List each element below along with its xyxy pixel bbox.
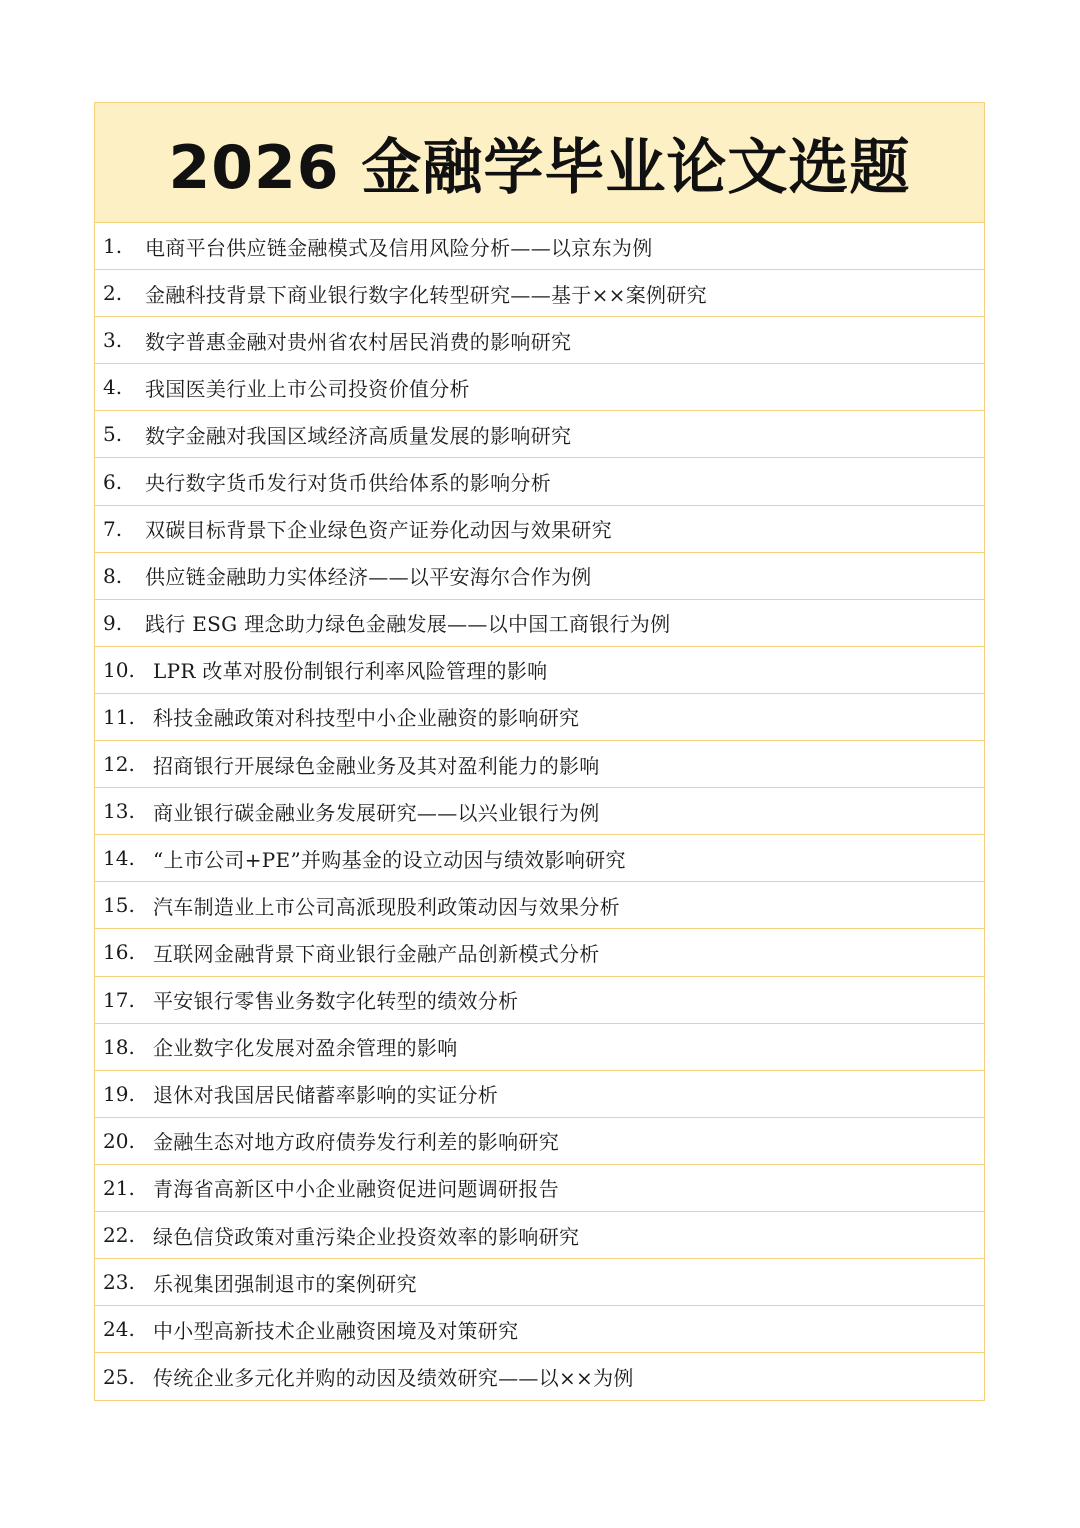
item-number: 7.	[103, 516, 123, 541]
item-title: 青海省高新区中小企业融资促进问题调研报告	[153, 1177, 559, 1202]
item-number: 23.	[103, 1270, 135, 1295]
topic-list	[95, 223, 984, 1400]
item-number: 19.	[103, 1081, 135, 1106]
item-title: 金融生态对地方政府债券发行利差的影响研究	[153, 1130, 559, 1155]
list-item	[95, 411, 984, 458]
item-number: 4.	[103, 375, 123, 400]
item-number: 11.	[103, 704, 135, 729]
item-title: 企业数字化发展对盈余管理的影响	[153, 1036, 458, 1061]
item-number: 5.	[103, 422, 123, 447]
list-item	[95, 1259, 984, 1306]
item-number: 13.	[103, 799, 135, 824]
item-number: 6.	[103, 469, 123, 494]
item-title: 电商平台供应链金融模式及信用风险分析——以京东为例	[145, 235, 653, 260]
topic-table	[94, 102, 985, 1401]
item-title: 平安银行零售业务数字化转型的绩效分析	[153, 989, 519, 1014]
item-number: 24.	[103, 1317, 135, 1342]
item-number: 2.	[103, 281, 123, 306]
list-item	[95, 882, 984, 929]
list-item	[95, 600, 984, 647]
list-item	[95, 458, 984, 505]
list-item	[95, 364, 984, 411]
item-number: 10.	[103, 657, 135, 682]
item-title: “上市公司+PE”并购基金的设立动因与绩效影响研究	[153, 847, 626, 872]
list-item	[95, 1353, 984, 1400]
list-item	[95, 977, 984, 1024]
item-title: 供应链金融助力实体经济——以平安海尔合作为例	[145, 565, 592, 590]
list-item	[95, 929, 984, 976]
list-item	[95, 694, 984, 741]
item-title: 互联网金融背景下商业银行金融产品创新模式分析	[153, 941, 600, 966]
item-title: 汽车制造业上市公司高派现股利政策动因与效果分析	[153, 894, 620, 919]
list-item	[95, 1071, 984, 1118]
list-item	[95, 506, 984, 553]
list-item	[95, 1212, 984, 1259]
item-number: 16.	[103, 940, 135, 965]
item-number: 22.	[103, 1223, 135, 1248]
item-number: 9.	[103, 610, 123, 635]
list-item	[95, 223, 984, 270]
item-title: 科技金融政策对科技型中小企业融资的影响研究	[153, 706, 580, 731]
list-item	[95, 1306, 984, 1353]
list-item	[95, 788, 984, 835]
item-title: LPR 改革对股份制银行利率风险管理的影响	[153, 659, 548, 684]
item-number: 21.	[103, 1175, 135, 1200]
page-title: 2026 金融学毕业论文选题	[168, 132, 911, 203]
item-title: 践行 ESG 理念助力绿色金融发展——以中国工商银行为例	[145, 612, 671, 637]
item-number: 18.	[103, 1034, 135, 1059]
item-title: 招商银行开展绿色金融业务及其对盈利能力的影响	[153, 753, 600, 778]
item-title: 数字普惠金融对贵州省农村居民消费的影响研究	[145, 329, 572, 354]
item-number: 8.	[103, 563, 123, 588]
list-item	[95, 270, 984, 317]
item-title: 乐视集团强制退市的案例研究	[153, 1271, 417, 1296]
item-number: 12.	[103, 752, 135, 777]
title-cell	[95, 103, 984, 223]
item-number: 1.	[103, 234, 123, 259]
list-item	[95, 1024, 984, 1071]
list-item	[95, 553, 984, 600]
item-number: 14.	[103, 846, 135, 871]
item-title: 中小型高新技术企业融资困境及对策研究	[153, 1318, 519, 1343]
item-number: 20.	[103, 1128, 135, 1153]
item-number: 25.	[103, 1364, 135, 1389]
item-title: 数字金融对我国区域经济高质量发展的影响研究	[145, 423, 572, 448]
list-item	[95, 741, 984, 788]
list-item	[95, 317, 984, 364]
list-item	[95, 1165, 984, 1212]
item-number: 15.	[103, 893, 135, 918]
item-title: 央行数字货币发行对货币供给体系的影响分析	[145, 471, 551, 496]
item-title: 退休对我国居民储蓄率影响的实证分析	[153, 1083, 499, 1108]
item-title: 金融科技背景下商业银行数字化转型研究——基于××案例研究	[145, 282, 707, 307]
item-title: 双碳目标背景下企业绿色资产证券化动因与效果研究	[145, 518, 612, 543]
item-number: 3.	[103, 328, 123, 353]
list-item	[95, 835, 984, 882]
list-item	[95, 647, 984, 694]
item-title: 我国医美行业上市公司投资价值分析	[145, 376, 470, 401]
item-number: 17.	[103, 987, 135, 1012]
item-title: 商业银行碳金融业务发展研究——以兴业银行为例	[153, 800, 600, 825]
list-item	[95, 1118, 984, 1165]
item-title: 绿色信贷政策对重污染企业投资效率的影响研究	[153, 1224, 580, 1249]
item-title: 传统企业多元化并购的动因及绩效研究——以××为例	[153, 1366, 634, 1391]
